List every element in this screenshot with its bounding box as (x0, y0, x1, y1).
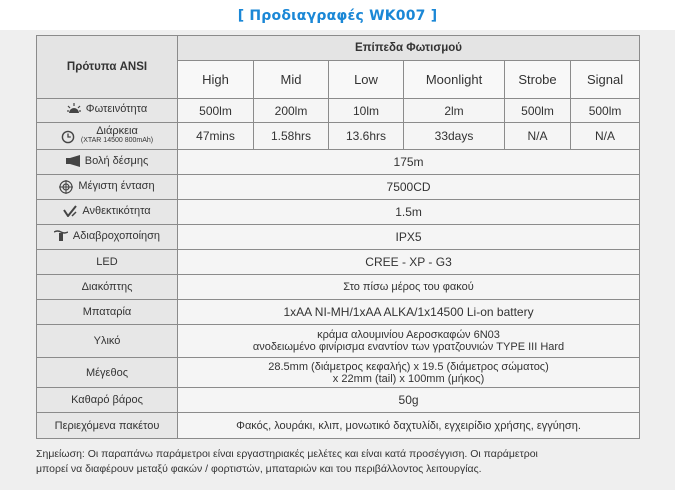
row-waterproof (37, 225, 640, 250)
size-label: Μέγεθος (37, 358, 178, 388)
runtime-low: 13.6hrs (329, 123, 404, 150)
row-led (37, 250, 640, 275)
waterproof-label-cell (37, 225, 178, 250)
impact-label: Ανθεκτικότητα (82, 204, 151, 217)
mode-low: Low (329, 61, 404, 99)
row-throw (37, 150, 640, 175)
runtime-strobe: N/A (505, 123, 571, 150)
runtime-mid: 1.58hrs (254, 123, 329, 150)
led-label: LED (37, 250, 178, 275)
throw-label-cell (37, 150, 178, 175)
brightness-high: 500lm (178, 99, 254, 123)
switch-value: Στο πίσω μέρος του φακού (178, 275, 640, 300)
runtime-high: 47mins (178, 123, 254, 150)
page-title: [ Προδιαγραφές WK007 ] (237, 8, 438, 24)
battery-label: Μπαταρία (37, 300, 178, 325)
target-icon (59, 180, 73, 192)
brightness-label-cell (37, 99, 178, 123)
size-value-cell (178, 358, 640, 388)
beam-icon (66, 155, 80, 167)
switch-label: Διακόπτης (37, 275, 178, 300)
runtime-sublabel: (XTAR 14500 800mAh) (80, 137, 154, 144)
mode-signal: Signal (571, 61, 640, 99)
throw-label: Βολή δέσμης (84, 154, 149, 167)
ansi-header: Πρότυπα ANSI (37, 36, 178, 99)
waterproof-value: IPX5 (178, 225, 640, 250)
row-contents (37, 413, 640, 439)
runtime-moonlight: 33days (404, 123, 505, 150)
impact-icon (63, 205, 77, 217)
brightness-mid: 200lm (254, 99, 329, 123)
runtime-label-cell (37, 123, 178, 150)
throw-value: 175m (178, 150, 640, 175)
footnote-line-2: μπορεί να διαφέρουν μεταξύ φακών / φορτιστών, μπαταριών και του περιβάλλοντος λειτουργίας. (36, 463, 482, 475)
brightness-low: 10lm (329, 99, 404, 123)
row-weight (37, 388, 640, 413)
footnote-line-1: Σημείωση: Οι παραπάνω παράμετροι είναι εργαστηριακές μελέτες και είναι κατά προσέγγιση. Οι παράμετροι (36, 448, 538, 460)
impact-label-cell (37, 200, 178, 225)
row-runtime (37, 123, 640, 150)
material-line-2: ανοδειωμένο φινίρισμα εναντίον των γρατζουνιών TYPE III Hard (252, 341, 565, 353)
runtime-label: Διάρκεια (96, 125, 138, 137)
header-row-levels (37, 36, 640, 61)
impact-value: 1.5m (178, 200, 640, 225)
battery-value: 1xAA NI-MH/1xAA ALKA/1x14500 Li-on battery (178, 300, 640, 325)
material-value-cell (178, 325, 640, 358)
material-line-1: κράμα αλουμινίου Αεροσκαφών 6N03 (317, 329, 500, 341)
intensity-label: Μέγιστη ένταση (78, 179, 155, 192)
contents-value: Φακός, λουράκι, κλιπ, μονωτικό δαχτυλίδι, εγχειρίδιο χρήσης, εγγύηση. (178, 413, 640, 439)
clock-icon (61, 130, 75, 142)
brightness-moonlight: 2lm (404, 99, 505, 123)
mode-high: High (178, 61, 254, 99)
runtime-signal: N/A (571, 123, 640, 150)
brightness-signal: 500lm (571, 99, 640, 123)
row-impact (37, 200, 640, 225)
spec-table (36, 35, 640, 439)
material-label: Υλικό (37, 325, 178, 358)
weight-label: Καθαρό βάρος (37, 388, 178, 413)
row-size (37, 358, 640, 388)
row-material (37, 325, 640, 358)
row-battery (37, 300, 640, 325)
waterproof-label: Αδιαβροχοποίηση (72, 229, 161, 242)
water-icon (54, 230, 68, 242)
row-brightness (37, 99, 640, 123)
row-switch (37, 275, 640, 300)
led-value: CREE - XP - G3 (178, 250, 640, 275)
size-line-2: x 22mm (tail) x 100mm (μήκος) (332, 372, 485, 385)
mode-mid: Mid (254, 61, 329, 99)
contents-label: Περιεχόμενα πακέτου (37, 413, 178, 439)
row-intensity (37, 175, 640, 200)
levels-header: Επίπεδα Φωτισμού (178, 36, 640, 61)
weight-value: 50g (178, 388, 640, 413)
intensity-label-cell (37, 175, 178, 200)
brightness-strobe: 500lm (505, 99, 571, 123)
mode-moonlight: Moonlight (404, 61, 505, 99)
footnote (36, 447, 646, 477)
size-line-1: 28.5mm (διάμετρος κεφαλής) x 19.5 (διάμετρος σώματος) (268, 360, 549, 373)
brightness-label: Φωτεινότητα (85, 103, 148, 115)
sun-icon (67, 103, 81, 115)
intensity-value: 7500CD (178, 175, 640, 200)
mode-strobe: Strobe (505, 61, 571, 99)
